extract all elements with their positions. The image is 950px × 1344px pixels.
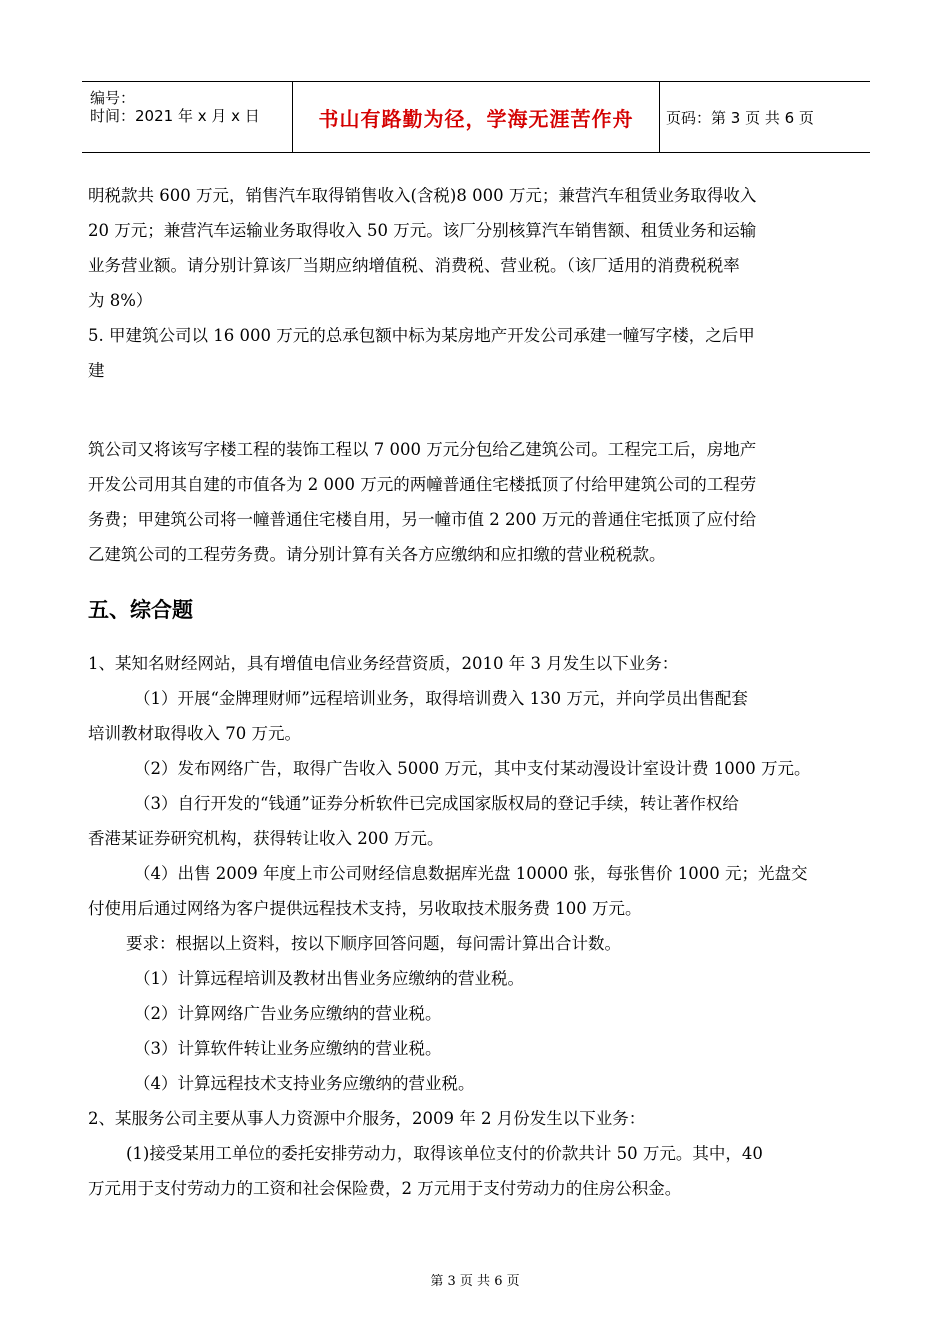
document-time: 时间：2021 年 x 月 x 日	[90, 107, 260, 125]
paragraph-line: 业务营业额。请分别计算该厂当期应纳增值税、消费税、营业税。（该厂适用的消费税税率	[88, 256, 740, 275]
q1-requirement-item: （2）计算网络广告业务应缴纳的营业税。	[134, 1004, 442, 1023]
q1-requirement-item: （4）计算远程技术支持业务应缴纳的营业税。	[134, 1074, 475, 1093]
header-motto: 书山有路勤为径，学海无涯苦作舟	[292, 82, 660, 152]
q1-requirement-item: （3）计算软件转让业务应缴纳的营业税。	[134, 1039, 442, 1058]
header-page-label: 页码：第 3 页 共 6 页	[666, 108, 814, 127]
paragraph-line: 开发公司用其自建的市值各为 2 000 万元的两幢普通住宅楼抵顶了付给甲建筑公司的工程劳	[88, 475, 757, 494]
paragraph-line: 明税款共 600 万元，销售汽车取得销售收入(含税)8 000 万元；兼营汽车租赁业务取得收入	[88, 186, 757, 205]
header-meta	[90, 82, 290, 152]
q1-item-cont: 付使用后通过网络为客户提供远程技术支持，另收取技术服务费 100 万元。	[88, 899, 642, 918]
question-5-continued	[88, 432, 868, 572]
q1-item: （3）自行开发的“钱通”证券分析软件已完成国家版权局的登记手续，转让著作权给	[134, 794, 739, 813]
paragraph-line: 建	[88, 361, 105, 380]
document-number: 编号：	[90, 89, 136, 107]
paragraph-line: 20 万元；兼营汽车运输业务取得收入 50 万元。该厂分别核算汽车销售额、租赁业务和运输	[88, 221, 757, 240]
q1-item: （1）开展“金牌理财师”远程培训业务，取得培训费入 130 万元，并向学员出售配套	[134, 689, 748, 708]
q1-requirement-item: （1）计算远程培训及教材出售业务应缴纳的营业税。	[134, 969, 524, 988]
q1-requirement: 要求：根据以上资料，按以下顺序回答问题，每问需计算出合计数。	[126, 934, 621, 953]
continued-question-block	[88, 178, 868, 388]
page-footer: 第 3 页 共 6 页	[430, 1274, 520, 1289]
comprehensive-questions	[88, 646, 868, 1206]
page-header	[82, 81, 870, 153]
section-title: 五、综合题	[88, 598, 193, 622]
paragraph-line: 为 8%）	[88, 291, 153, 310]
q2-item-cont: 万元用于支付劳动力的工资和社会保险费，2 万元用于支付劳动力的住房公积金。	[88, 1179, 682, 1198]
q1-item-cont: 香港某证券研究机构，获得转让收入 200 万元。	[88, 829, 444, 848]
paragraph-line: 筑公司又将该写字楼工程的装饰工程以 7 000 万元分包给乙建筑公司。工程完工后，房地产	[88, 440, 757, 459]
q1-item-cont: 培训教材取得收入 70 万元。	[88, 724, 301, 743]
q2-item: (1)接受某用工单位的委托安排劳动力，取得该单位支付的价款共计 50 万元。其中，40	[126, 1144, 763, 1163]
q1-item: （2）发布网络广告，取得广告收入 5000 万元，其中支付某动漫设计室设计费 1000 万元。	[134, 759, 811, 778]
paragraph-line: 务费；甲建筑公司将一幢普通住宅楼自用，另一幢市值 2 200 万元的普通住宅抵顶了应付给	[88, 510, 757, 529]
paragraph-line: 乙建筑公司的工程劳务费。请分别计算有关各方应缴纳和应扣缴的营业税税款。	[88, 545, 666, 564]
question-1-intro: 1、某知名财经网站，具有增值电信业务经营资质，2010 年 3 月发生以下业务：	[88, 654, 679, 673]
q1-item: （4）出售 2009 年度上市公司财经信息数据库光盘 10000 张，每张售价 1000 元；光盘交	[134, 864, 808, 883]
paragraph-line: 5. 甲建筑公司以 16 000 万元的总承包额中标为某房地产开发公司承建一幢写字楼，之后甲	[88, 326, 755, 345]
question-2-intro: 2、某服务公司主要从事人力资源中介服务，2009 年 2 月份发生以下业务：	[88, 1109, 646, 1128]
